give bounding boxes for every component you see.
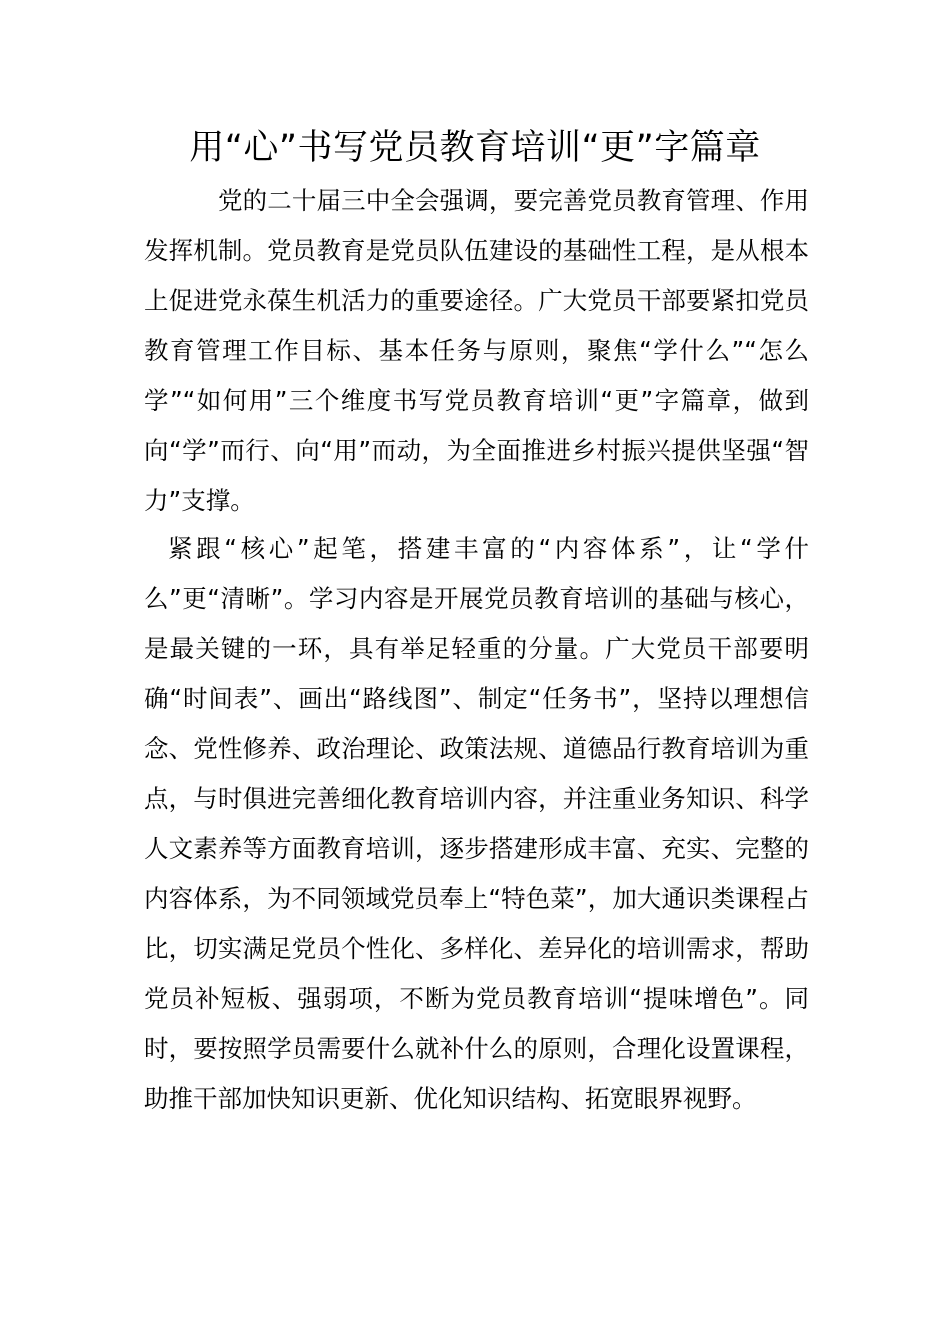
paragraph-content-system: 紧跟“核心”起笔，搭建丰富的“内容体系”，让“学什么”更“清晰”。学习内容是开展党员教育培训的基础与核心，是最关键的一环，具有举足轻重的分量。广大党员干部要明确“时间表”、画出“路线图”、制定“任务书”，坚持以理想信念、党性修养、政治理论、政策法规、道德品行教育培训为重点，与时俱进完善细化教育培训内容，并注重业务知识、科学人文素养等方面教育培训，逐步搭建形成丰富、充实、完整的内容体系，为不同领域党员奉上“特色菜”，加大通识类课程占比，切实满足党员个性化、多样化、差异化的培训需求，帮助党员补短板、强弱项，不断为党员教育培训“提味增色”。同时，要按照学员需要什么就补什么的原则，合理化设置课程，助推干部加快知识更新、优化知识结构、拓宽眼界视野。: [144, 534, 809, 1113]
document-title: 用“心”书写党员教育培训“更”字篇章: [189, 128, 761, 168]
paragraph-intro: 党的二十届三中全会强调，要完善党员教育管理、作用发挥机制。党员教育是党员队伍建设的基础性工程，是从根本上促进党永葆生机活力的重要途径。广大党员干部要紧扣党员教育管理工作目标、基本任务与原则，聚焦“学什么”“怎么学”“如何用”三个维度书写党员教育培训“更”字篇章，做到向“学”而行、向“用”而动，为全面推进乡村振兴提供坚强“智力”支撑。: [144, 186, 809, 515]
